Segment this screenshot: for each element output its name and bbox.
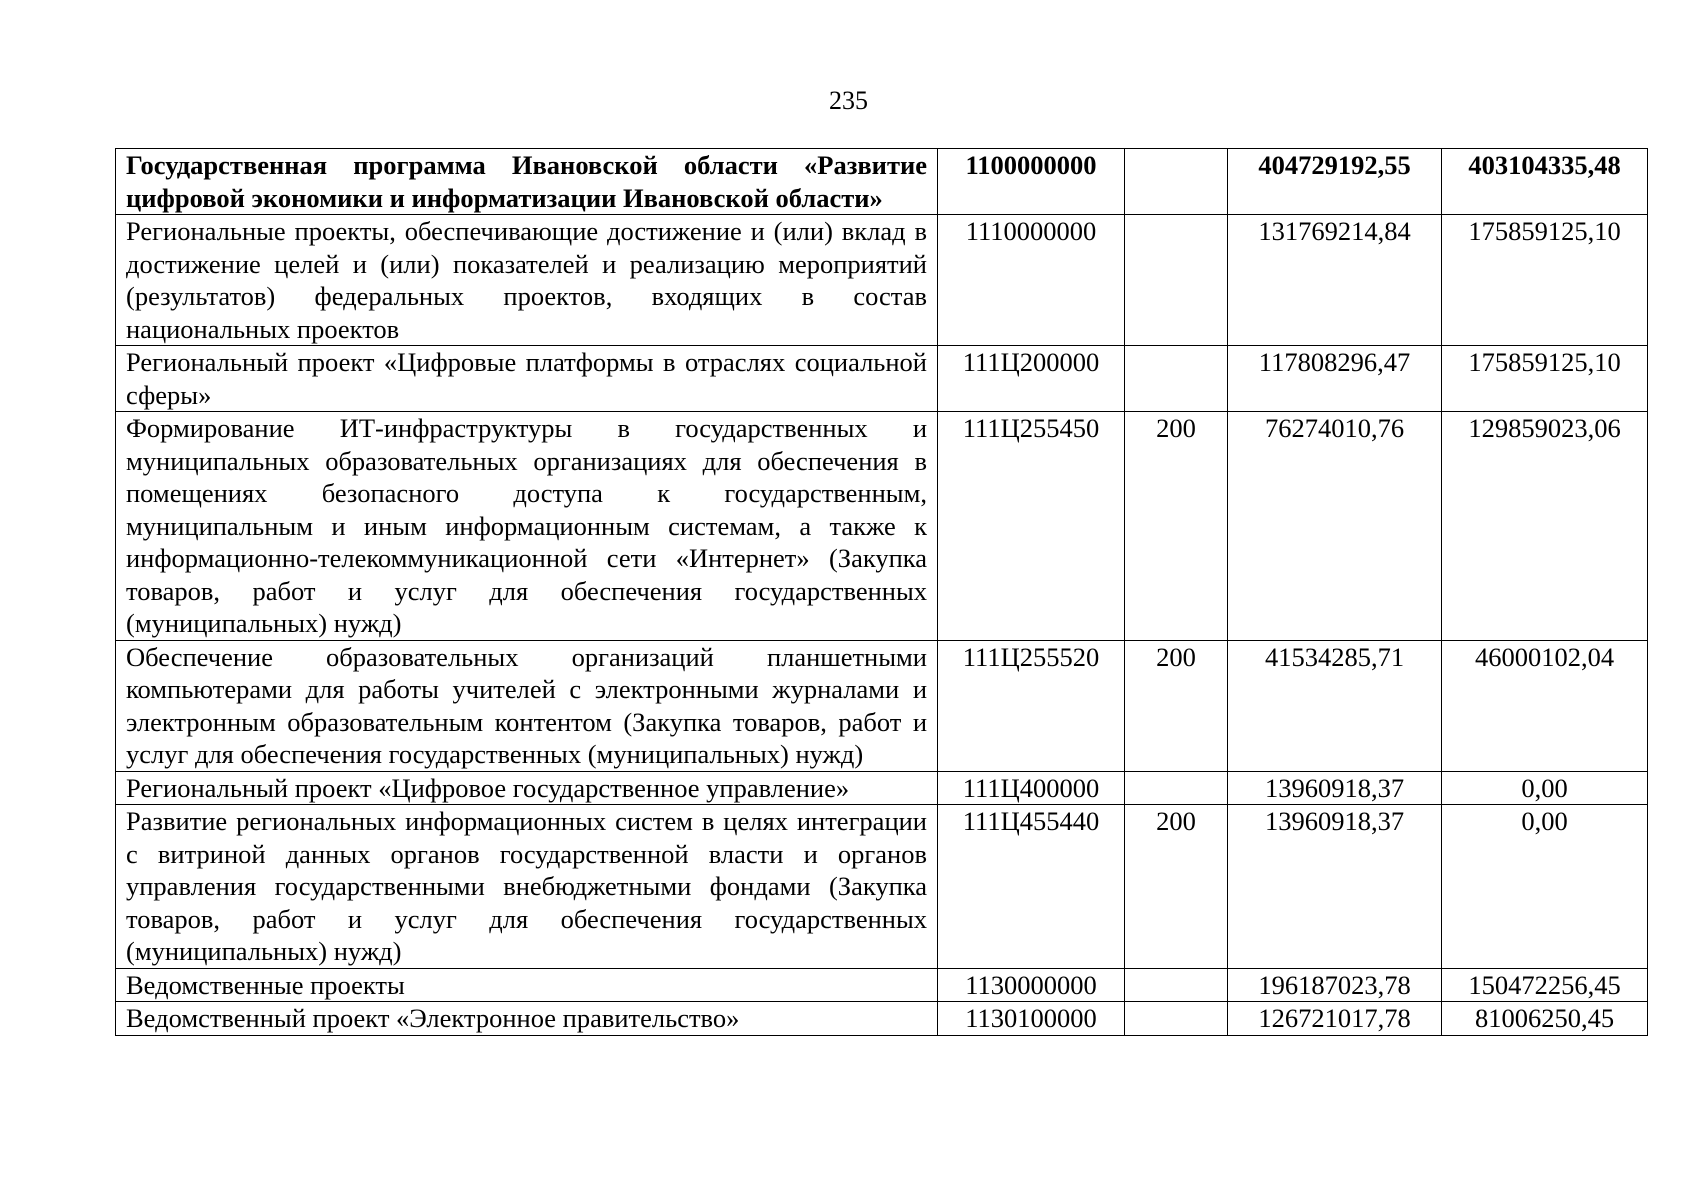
row-expense-type-cell: 200 [1125,640,1228,771]
row-amount-2-cell: 81006250,45 [1442,1002,1648,1036]
table-row [116,412,1648,641]
row-name-cell: Обеспечение образовательных организаций планшетными компьютерами для работы учителей с электронными журналами и электронным образовательным контентом (Закупка товаров, работ и услуг для обеспечения государственных (муниципальных) нужд) [116,640,938,771]
row-amount-2-cell: 175859125,10 [1442,346,1648,412]
row-amount-2-cell: 0,00 [1442,805,1648,969]
row-amount-1-cell: 131769214,84 [1228,215,1442,346]
row-code-cell: 1130100000 [938,1002,1125,1036]
row-name-cell: Развитие региональных информационных систем в целях интеграции с витриной данных органов государственной власти и органов управления государственными внебюджетными фондами (Закупка товаров, работ и услуг для обеспечения государственных (муниципальных) нужд) [116,805,938,969]
row-amount-1-cell: 126721017,78 [1228,1002,1442,1036]
table-row [116,771,1648,805]
row-code-cell: 1130000000 [938,968,1125,1002]
table-row [116,346,1648,412]
row-name-cell: Региональные проекты, обеспечивающие достижение и (или) вклад в достижение целей и (или) показателей и реализацию мероприятий (результатов) федеральных проектов, входящих в состав национальных проектов [116,215,938,346]
row-amount-1-cell: 13960918,37 [1228,771,1442,805]
row-expense-type-cell [1125,968,1228,1002]
budget-table [115,148,1648,1036]
row-expense-type-cell [1125,215,1228,346]
table-body [116,149,1648,1036]
row-amount-1-cell: 117808296,47 [1228,346,1442,412]
row-amount-1-cell: 404729192,55 [1228,149,1442,215]
row-name-cell: Ведомственный проект «Электронное правительство» [116,1002,938,1036]
row-code-cell: 1100000000 [938,149,1125,215]
row-code-cell: 111Ц200000 [938,346,1125,412]
page-number: 235 [829,86,868,115]
row-expense-type-cell [1125,771,1228,805]
row-code-cell: 111Ц455440 [938,805,1125,969]
row-code-cell: 111Ц255450 [938,412,1125,641]
row-expense-type-cell [1125,346,1228,412]
row-amount-1-cell: 41534285,71 [1228,640,1442,771]
table-row [116,149,1648,215]
row-name-cell: Формирование ИТ-инфраструктуры в государственных и муниципальных образовательных организациях для обеспечения в помещениях безопасного доступа к государственным, муниципальным и иным информационным системам, а также к информационно-телекоммуникационной сети «Интернет» (Закупка товаров, работ и услуг для обеспечения государственных (муниципальных) нужд) [116,412,938,641]
row-amount-2-cell: 150472256,45 [1442,968,1648,1002]
row-amount-1-cell: 76274010,76 [1228,412,1442,641]
row-name-cell: Региональный проект «Цифровое государственное управление» [116,771,938,805]
row-code-cell: 1110000000 [938,215,1125,346]
row-expense-type-cell [1125,149,1228,215]
row-code-cell: 111Ц400000 [938,771,1125,805]
row-amount-2-cell: 0,00 [1442,771,1648,805]
row-amount-2-cell: 175859125,10 [1442,215,1648,346]
row-amount-2-cell: 129859023,06 [1442,412,1648,641]
row-expense-type-cell: 200 [1125,805,1228,969]
table-row [116,968,1648,1002]
row-name-cell: Государственная программа Ивановской области «Развитие цифровой экономики и информатизации Ивановской области» [116,149,938,215]
table-row [116,805,1648,969]
row-expense-type-cell [1125,1002,1228,1036]
row-amount-2-cell: 46000102,04 [1442,640,1648,771]
row-amount-1-cell: 196187023,78 [1228,968,1442,1002]
table-row [116,215,1648,346]
table-row [116,640,1648,771]
row-amount-1-cell: 13960918,37 [1228,805,1442,969]
row-code-cell: 111Ц255520 [938,640,1125,771]
row-amount-2-cell: 403104335,48 [1442,149,1648,215]
row-expense-type-cell: 200 [1125,412,1228,641]
row-name-cell: Ведомственные проекты [116,968,938,1002]
table-row [116,1002,1648,1036]
row-name-cell: Региональный проект «Цифровые платформы в отраслях социальной сферы» [116,346,938,412]
